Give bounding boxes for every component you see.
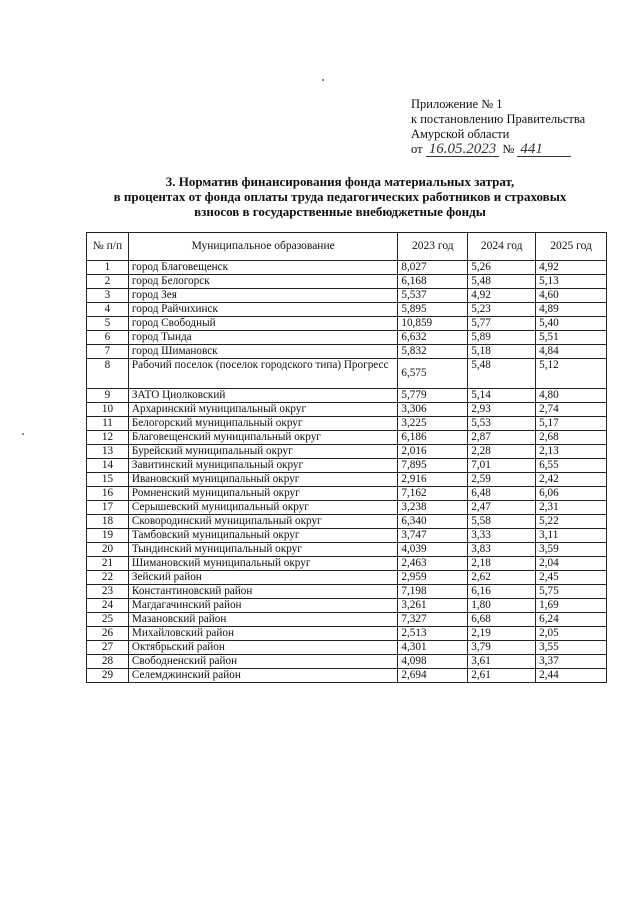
value-2025: 2,04 (536, 557, 607, 571)
value-2025: 5,40 (536, 317, 607, 331)
municipality-name: Архаринский муниципальный округ (128, 403, 397, 417)
value-2024: 2,28 (468, 445, 536, 459)
row-number: 7 (87, 345, 129, 359)
value-2024: 5,58 (468, 515, 536, 529)
municipality-name: город Тында (128, 331, 397, 345)
value-2023: 3,306 (398, 403, 468, 417)
row-number: 13 (87, 445, 129, 459)
value-2023: 7,327 (398, 613, 468, 627)
value-2023: 2,513 (398, 627, 468, 641)
value-2024: 4,92 (468, 289, 536, 303)
table-row (87, 303, 607, 317)
municipality-name: Шимановский муниципальный округ (128, 557, 397, 571)
value-2023: 4,301 (398, 641, 468, 655)
value-2024: 6,48 (468, 487, 536, 501)
row-number: 1 (87, 261, 129, 275)
value-2024: 3,79 (468, 641, 536, 655)
value-2023: 2,463 (398, 557, 468, 571)
table-row (87, 403, 607, 417)
municipality-name: город Зея (128, 289, 397, 303)
value-2025: 2,05 (536, 627, 607, 641)
appendix-line: Приложение № 1 (411, 97, 503, 111)
municipality-name: Серышевский муниципальный округ (128, 501, 397, 515)
value-2024: 2,18 (468, 557, 536, 571)
value-2024: 2,61 (468, 669, 536, 683)
row-number: 18 (87, 515, 129, 529)
table-row (87, 543, 607, 557)
municipality-name: Ивановский муниципальный округ (128, 473, 397, 487)
table-row (87, 627, 607, 641)
value-2024: 2,93 (468, 403, 536, 417)
value-2025: 6,24 (536, 613, 607, 627)
value-2024: 5,48 (468, 275, 536, 289)
municipality-name: Бурейский муниципальный округ (128, 445, 397, 459)
row-number: 2 (87, 275, 129, 289)
value-2025: 4,92 (536, 261, 607, 275)
table-row (87, 613, 607, 627)
value-2024: 2,87 (468, 431, 536, 445)
value-2023: 2,959 (398, 571, 468, 585)
value-2024: 5,77 (468, 317, 536, 331)
handwritten-number: 441 (517, 143, 571, 157)
municipality-name: город Благовещенск (128, 261, 397, 275)
table-row (87, 331, 607, 345)
value-2025: 4,84 (536, 345, 607, 359)
row-number: 12 (87, 431, 129, 445)
value-2024: 5,18 (468, 345, 536, 359)
row-number: 22 (87, 571, 129, 585)
row-number: 4 (87, 303, 129, 317)
row-number: 21 (87, 557, 129, 571)
table-row (87, 445, 607, 459)
value-2024: 3,61 (468, 655, 536, 669)
municipality-name: город Шимановск (128, 345, 397, 359)
value-2025: 3,59 (536, 543, 607, 557)
value-2023: 4,039 (398, 543, 468, 557)
table-row (87, 599, 607, 613)
value-2023: 5,895 (398, 303, 468, 317)
table-row (87, 345, 607, 359)
municipality-name: Сковородинский муниципальный округ (128, 515, 397, 529)
table-row (87, 655, 607, 669)
municipality-name: ЗАТО Циолковский (128, 389, 397, 403)
value-2025: 2,31 (536, 501, 607, 515)
value-2023: 5,537 (398, 289, 468, 303)
municipality-name: город Райчихинск (128, 303, 397, 317)
row-number: 5 (87, 317, 129, 331)
value-2025: 2,74 (536, 403, 607, 417)
table-row (87, 275, 607, 289)
municipality-name: Белогорский муниципальный округ (128, 417, 397, 431)
table-row (87, 359, 607, 389)
row-number: 17 (87, 501, 129, 515)
title-line: в процентах от фонда оплаты труда педагогических работников и страховых (113, 189, 567, 204)
municipality-name: Зейский район (128, 571, 397, 585)
row-number: 25 (87, 613, 129, 627)
scan-speck (322, 79, 324, 81)
value-2023: 6,632 (398, 331, 468, 345)
table-row (87, 417, 607, 431)
value-2023: 2,916 (398, 473, 468, 487)
value-2023: 3,225 (398, 417, 468, 431)
value-2023: 7,895 (398, 459, 468, 473)
document-title (60, 174, 620, 219)
header-municipality: Муниципальное образование (128, 233, 397, 261)
municipality-name: Октябрьский район (128, 641, 397, 655)
row-number: 20 (87, 543, 129, 557)
table-row (87, 641, 607, 655)
value-2025: 6,55 (536, 459, 607, 473)
value-2023: 5,779 (398, 389, 468, 403)
value-2024: 5,23 (468, 303, 536, 317)
table-row (87, 571, 607, 585)
value-2025: 3,37 (536, 655, 607, 669)
value-2023: 2,016 (398, 445, 468, 459)
municipality-name: Ромненский муниципальный округ (128, 487, 397, 501)
appendix-line: к постановлению Правительства (411, 112, 586, 126)
municipality-name: Тындинский муниципальный округ (128, 543, 397, 557)
table-row (87, 389, 607, 403)
table-row (87, 261, 607, 275)
title-line: 3. Норматив финансирования фонда материальных затрат, (165, 174, 515, 189)
value-2025: 2,44 (536, 669, 607, 683)
municipality-name: Благовещенский муниципальный округ (128, 431, 397, 445)
value-2025: 4,80 (536, 389, 607, 403)
table-row (87, 473, 607, 487)
row-number: 23 (87, 585, 129, 599)
table-row (87, 669, 607, 683)
row-number: 8 (87, 359, 129, 389)
value-2025: 2,45 (536, 571, 607, 585)
value-2023: 7,198 (398, 585, 468, 599)
table-row (87, 529, 607, 543)
table-row (87, 431, 607, 445)
value-2025: 3,11 (536, 529, 607, 543)
row-number: 26 (87, 627, 129, 641)
municipality-name: город Белогорск (128, 275, 397, 289)
value-2023: 6,168 (398, 275, 468, 289)
value-2025: 5,12 (536, 359, 607, 389)
value-2024: 3,33 (468, 529, 536, 543)
value-2023: 3,747 (398, 529, 468, 543)
municipality-name: Завитинский муниципальный округ (128, 459, 397, 473)
scan-speck (22, 433, 24, 435)
municipality-name: Магдагачинский район (128, 599, 397, 613)
appendix-line: Амурской области (411, 127, 510, 141)
date-prefix: от (411, 142, 423, 156)
value-2023: 6,186 (398, 431, 468, 445)
value-2023: 10,859 (398, 317, 468, 331)
value-2025: 5,75 (536, 585, 607, 599)
header-number: № п/п (87, 233, 129, 261)
value-2025: 5,17 (536, 417, 607, 431)
row-number: 6 (87, 331, 129, 345)
value-2025: 3,55 (536, 641, 607, 655)
value-2023: 4,098 (398, 655, 468, 669)
value-2025: 6,06 (536, 487, 607, 501)
value-2023: 5,832 (398, 345, 468, 359)
value-2024: 7,01 (468, 459, 536, 473)
municipality-name: Свободненский район (128, 655, 397, 669)
value-2024: 5,89 (468, 331, 536, 345)
value-2025: 5,51 (536, 331, 607, 345)
row-number: 29 (87, 669, 129, 683)
norms-table (86, 232, 607, 683)
municipality-name: Михайловский район (128, 627, 397, 641)
row-number: 3 (87, 289, 129, 303)
value-2025: 1,69 (536, 599, 607, 613)
value-2023: 3,238 (398, 501, 468, 515)
table-row (87, 487, 607, 501)
value-2024: 2,19 (468, 627, 536, 641)
handwritten-date: 16.05.2023 (426, 143, 500, 157)
municipality-name: Константиновский район (128, 585, 397, 599)
table-row (87, 585, 607, 599)
municipality-name: Рабочий поселок (поселок городского типа) Прогресс (128, 359, 397, 389)
title-line: взносов в государственные внебюджетные фонды (194, 204, 486, 219)
value-2024: 2,62 (468, 571, 536, 585)
value-2024: 6,68 (468, 613, 536, 627)
table-row (87, 459, 607, 473)
value-2024: 5,14 (468, 389, 536, 403)
value-2023: 2,694 (398, 669, 468, 683)
value-2023: 6,575 (398, 359, 468, 389)
value-2024: 2,59 (468, 473, 536, 487)
municipality-name: Селемджинский район (128, 669, 397, 683)
header-2023: 2023 год (398, 233, 468, 261)
row-number: 28 (87, 655, 129, 669)
table-row (87, 317, 607, 331)
row-number: 9 (87, 389, 129, 403)
value-2024: 5,53 (468, 417, 536, 431)
value-2024: 1,80 (468, 599, 536, 613)
row-number: 24 (87, 599, 129, 613)
table-header-row (87, 233, 607, 261)
value-2024: 3,83 (468, 543, 536, 557)
header-2024: 2024 год (468, 233, 536, 261)
table-row (87, 501, 607, 515)
value-2023: 8,027 (398, 261, 468, 275)
value-2025: 5,13 (536, 275, 607, 289)
value-2024: 6,16 (468, 585, 536, 599)
value-2025: 5,22 (536, 515, 607, 529)
table-row (87, 515, 607, 529)
municipality-name: Тамбовский муниципальный округ (128, 529, 397, 543)
value-2025: 4,89 (536, 303, 607, 317)
row-number: 15 (87, 473, 129, 487)
value-2024: 2,47 (468, 501, 536, 515)
value-2023: 6,340 (398, 515, 468, 529)
table-row (87, 557, 607, 571)
value-2023: 3,261 (398, 599, 468, 613)
municipality-name: город Свободный (128, 317, 397, 331)
row-number: 16 (87, 487, 129, 501)
table-row (87, 289, 607, 303)
value-2025: 2,68 (536, 431, 607, 445)
row-number: 19 (87, 529, 129, 543)
row-number: 14 (87, 459, 129, 473)
municipality-name: Мазановский район (128, 613, 397, 627)
value-2024: 5,26 (468, 261, 536, 275)
row-number: 11 (87, 417, 129, 431)
appendix-header (411, 97, 585, 157)
value-2025: 2,13 (536, 445, 607, 459)
number-prefix: № (502, 142, 515, 156)
value-2023: 7,162 (398, 487, 468, 501)
value-2024: 5,48 (468, 359, 536, 389)
value-2025: 4,60 (536, 289, 607, 303)
header-2025: 2025 год (536, 233, 607, 261)
row-number: 10 (87, 403, 129, 417)
value-2025: 2,42 (536, 473, 607, 487)
row-number: 27 (87, 641, 129, 655)
appendix-date-line (411, 142, 585, 157)
